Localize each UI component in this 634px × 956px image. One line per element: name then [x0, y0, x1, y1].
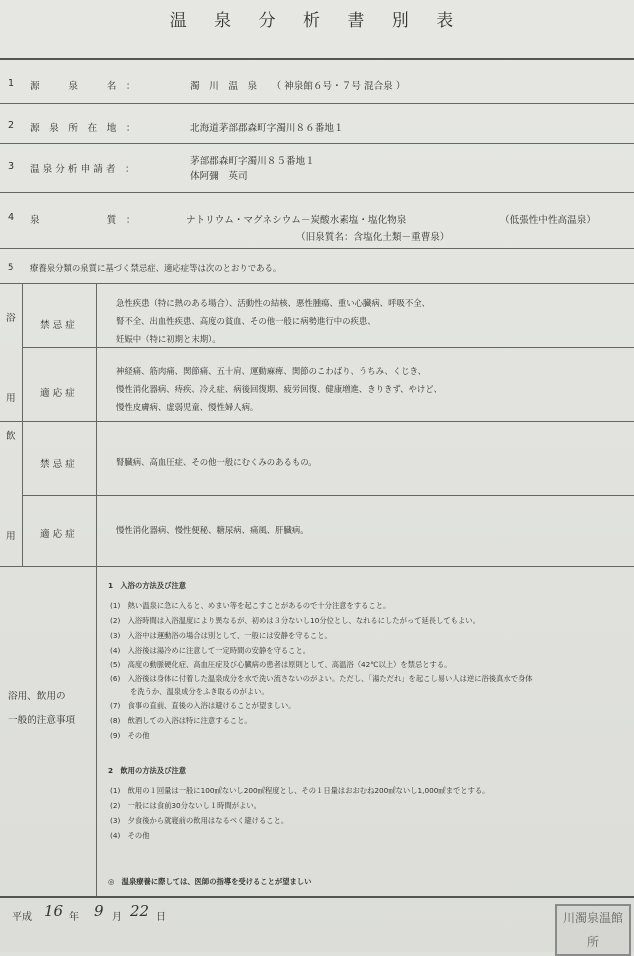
rule-4: [0, 248, 634, 249]
bath-tekio-line-2: 慢性消化器病、痔疾、冷え症、病後回復期、疲労回復、健康増進、きりきず、やけど、: [116, 384, 442, 394]
drink-method-item-4: (4) その他: [110, 831, 150, 840]
date-era: 平成: [12, 912, 32, 923]
seal-char: 泉: [586, 911, 599, 925]
rule-drink-mid: [22, 495, 634, 496]
bath-method-item-6-cont: を洗うか、温泉成分をふき取るのがよい。: [130, 687, 269, 696]
date-month-unit: 月: [112, 912, 122, 923]
cautions-label-line-2: 一般的注意事項: [8, 715, 76, 726]
bath-method-item-1: (1) 熱い温泉に急に入ると、めまい等を起こすことがあるので十分注意をすること。: [110, 601, 391, 610]
drink-method-item-2: (2) 一般には食前30分ないし１時間がよい。: [110, 801, 261, 810]
row3-applicant: 体阿彌 英司: [190, 171, 248, 182]
drink-kinki-label: 禁 忌 症: [40, 459, 75, 470]
row4-number: 4: [8, 212, 15, 223]
row2-number: 2: [8, 120, 15, 131]
rule-bath-mid: [22, 347, 634, 348]
drink-tekio-label: 適 応 症: [40, 529, 75, 540]
drink-method-heading: 2 飲用の方法及び注意: [108, 766, 187, 775]
seal-char: 川: [562, 911, 575, 925]
row5-text: 療養泉分類の泉質に基づく禁忌症、適応症等は次のとおりである。: [30, 263, 282, 273]
date-year: 16: [44, 902, 64, 920]
row5-number: 5: [8, 262, 14, 272]
bath-method-item-4: (4) 入浴後は湯冷めに注意して一定時間の安静を守ること。: [110, 646, 311, 655]
bath-method-item-5: (5) 高度の動脈硬化症、高血圧症及び心臓病の患者は原則として、高温浴（42℃以上）を禁忌とする。: [110, 660, 452, 669]
bath-kinki-line-3: 妊娠中（特に初期と末期）。: [116, 334, 221, 344]
row4-quality: ナトリウム・マグネシウム－炭酸水素塩・塩化物泉: [186, 215, 407, 226]
bath-method-heading: 1 入浴の方法及び注意: [108, 581, 187, 590]
document-title: 温 泉 分 析 書 別 表: [169, 11, 465, 31]
row3-address: 茅部郡森町字濁川８５番地１: [190, 156, 315, 167]
bath-kinki-line-2: 腎不全、出血性疾患、高度の貧血、その他一般に病勢進行中の疾患、: [116, 316, 376, 326]
bath-method-item-9: (9) その他: [110, 731, 150, 740]
doctor-guidance-note: ◎ 温泉療養に際しては、医師の指導を受けることが望ましい: [108, 877, 312, 886]
row3-label: 温 泉 分 析 申 請 者 ：: [30, 164, 135, 175]
bath-tekio-line-1: 神経痛、筋肉痛、関節痛、五十肩、運動麻痺、関節のこわばり、うちみ、くじき、: [116, 366, 427, 376]
row2-label: 源 泉 所 在 地 ：: [30, 123, 136, 134]
bath-method-item-6: (6) 入浴後は身体に付着した温泉成分を水で洗い流さないのがよい。ただし、「湯ただれ」を起こし易い人は逆に浴後真水で身体: [110, 674, 533, 683]
drink-kinki-text: 腎臓病、高血圧症、その他一般にむくみのあるもの。: [116, 457, 317, 467]
date-day: 22: [130, 902, 150, 920]
vrule-label: [96, 283, 97, 896]
rule-3: [0, 192, 634, 193]
side-label-you2: 用: [6, 531, 16, 542]
row1-value: 濁 川 温 泉 （ 神泉館６号・７号 混合泉 ）: [190, 81, 406, 92]
rule-2: [0, 143, 634, 144]
seal-char: 館: [611, 911, 624, 925]
bath-method-item-8: (8) 飲酒しての入浴は特に注意すること。: [110, 716, 252, 725]
side-label-yoku: 浴: [6, 313, 16, 324]
row4-label: 泉 質 ：: [30, 215, 136, 226]
vrule-side: [22, 283, 23, 566]
rule-bottom: [0, 896, 634, 898]
cautions-label-line-1: 浴用、飲用の: [8, 691, 66, 702]
bath-tekio-label: 適 応 症: [40, 388, 75, 399]
row1-label: 源 泉 名 ：: [30, 81, 136, 92]
side-label-in: 飲: [6, 431, 16, 442]
rule-top: [0, 58, 634, 60]
bath-kinki-label: 禁 忌 症: [40, 320, 75, 331]
seal-char: 温: [599, 911, 612, 925]
rule-1: [0, 103, 634, 104]
bath-method-item-2: (2) 入浴時間は入浴温度により異なるが、初めは３分ないし10分位とし、なれるにしたがって延長してもよい。: [110, 616, 480, 625]
seal-char: 濁: [574, 911, 587, 925]
date-month: 9: [94, 902, 104, 920]
side-label-you1: 用: [6, 393, 16, 404]
row4-quality-class: （低張性中性高温泉）: [500, 215, 596, 226]
date-day-unit: 日: [156, 912, 166, 923]
row1-number: 1: [8, 78, 15, 89]
row4-old-name: （旧泉質名：含塩化土類－重曹泉）: [296, 232, 450, 243]
row2-value: 北海道茅部郡森町字濁川８６番地１: [190, 123, 344, 134]
row3-number: 3: [8, 161, 15, 172]
bath-method-item-3: (3) 入浴中は運動浴の場合は別として、一般には安静を守ること。: [110, 631, 332, 640]
drink-tekio-text: 慢性消化器病、慢性便秘、糖尿病、痛風、肝臓病。: [116, 525, 309, 535]
date-year-unit: 年: [69, 912, 79, 923]
bath-kinki-line-1: 急性疾患（特に熱のある場合）、活動性の結核、悪性腫瘍、重い心臓病、呼吸不全、: [116, 298, 431, 308]
drink-method-item-3: (3) 夕食後から就寝前の飲用はなるべく避けること。: [110, 816, 289, 825]
official-seal-stamp: [555, 904, 631, 956]
drink-method-item-1: (1) 飲用の１回量は一般に100㎖ないし200㎖程度とし、その１日量はおおむね200㎖ないし1,000㎖までとする。: [110, 786, 490, 795]
seal-char: 所: [586, 935, 599, 949]
bath-tekio-line-3: 慢性皮膚病、虚弱児童、慢性婦人病。: [116, 402, 259, 412]
bath-method-item-7: (7) 食事の直前、直後の入浴は避けることが望ましい。: [110, 701, 296, 710]
